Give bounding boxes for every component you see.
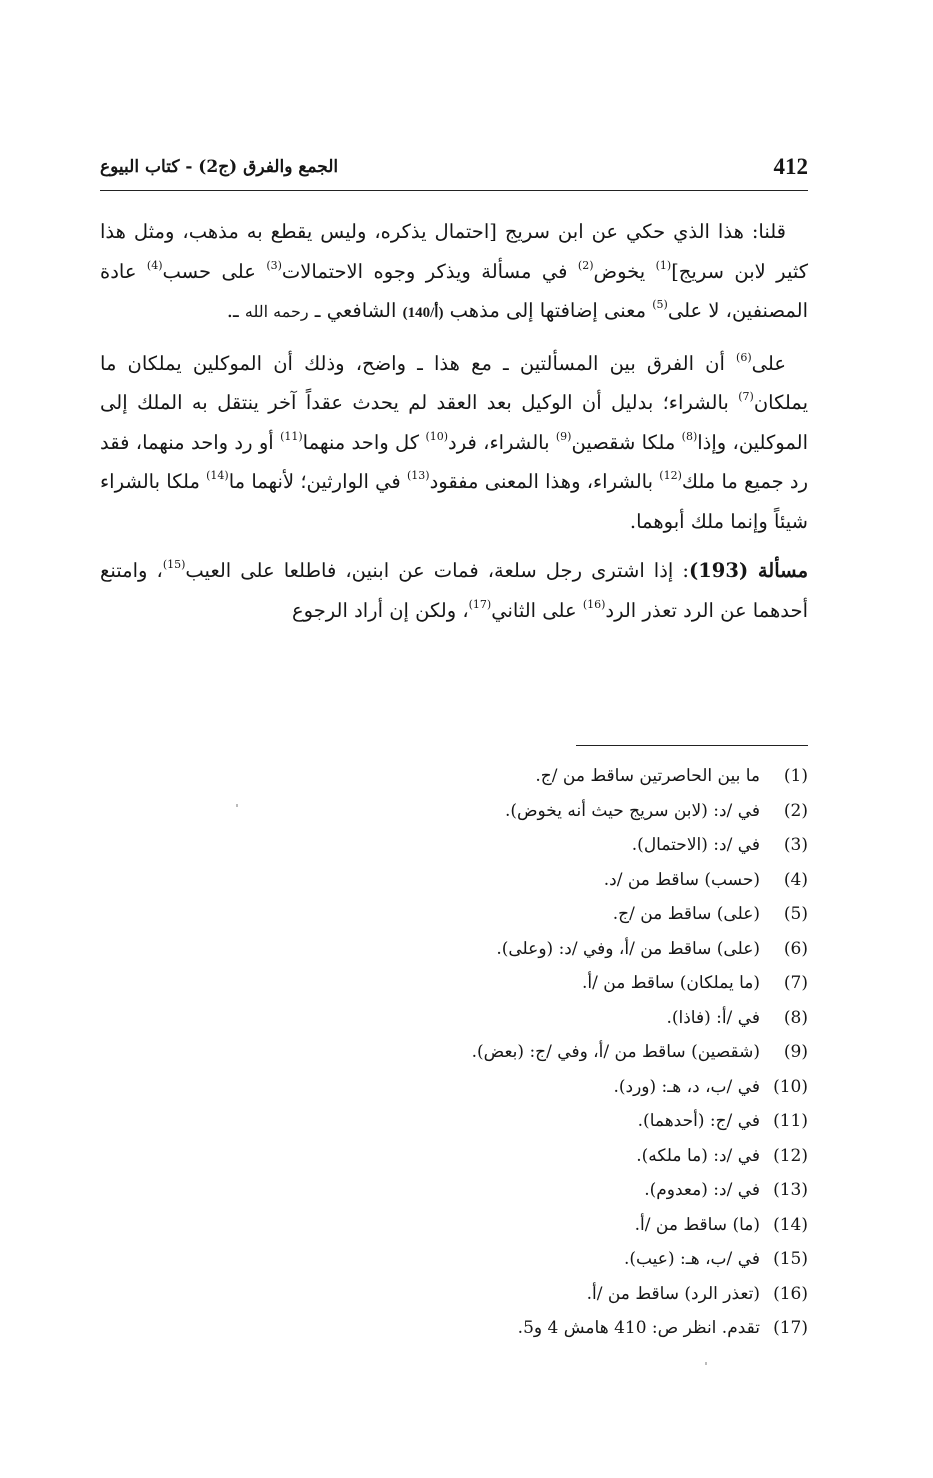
footnote-number: (3) [783, 835, 808, 855]
footnote-item [100, 1277, 808, 1312]
footnote-text: في /ب، هـ: (عيب). [623, 1249, 760, 1269]
footnote-number: (11) [773, 1111, 808, 1131]
text-run: معنى إضافتها إلى مذهب [443, 299, 653, 322]
footnote-item [100, 966, 808, 1001]
footnote-ref[interactable]: (2) [577, 258, 594, 272]
text-run: أن الفرق بين المسألتين ـ مع هذا ـ واضح، وذلك أن الموكلين يملكان ما يملكان [100, 351, 808, 414]
text-run: ، ولكن إن أراد الرجوع [292, 598, 469, 622]
text-run: ملكا شقصين [571, 430, 682, 454]
text-run: في مسألة ويذكر وجوه الاحتمالات [281, 259, 578, 283]
footnote-number: (1) [783, 766, 808, 786]
footnote-item [100, 1001, 808, 1036]
footnote-number: (2) [783, 800, 808, 821]
footnote-item [100, 1242, 808, 1277]
footnote-text: تقدم. انظر ص: 410 هامش 4 و5. [517, 1318, 760, 1338]
footnote-text: (ما يملكان) ساقط من /أ. [582, 973, 760, 993]
footnote-item [100, 1139, 808, 1174]
document-page [100, 150, 808, 1370]
issue-label: مسألة (193) [688, 559, 809, 582]
footnote-text: في /د: (الاحتمال). [631, 835, 760, 855]
text-run: : إذا اشترى رجل سلعة، فمات عن ابنين، فاطلعا على العيب [185, 559, 689, 582]
footnote-number: (10) [773, 1076, 808, 1097]
text-run: عادة المصنفين، لا على [100, 259, 808, 322]
footnote-ref[interactable]: (1) [655, 258, 672, 272]
running-title: الجمع والفرق (ج2) - كتاب البيوع [100, 157, 339, 177]
footnote-number: (5) [783, 904, 808, 924]
text-run: بالشراء، فرد [448, 430, 556, 454]
footnote-item [100, 1104, 808, 1139]
footnote-text: (على) ساقط من /أ، وفي /د: (وعلى). [496, 938, 760, 959]
footnote-ref[interactable]: (12) [659, 469, 682, 482]
footnote-number: (17) [773, 1318, 808, 1338]
scan-speck [236, 804, 238, 807]
text-run: كل واحد منهما [302, 430, 426, 454]
text-run: الشافعي ـ [308, 299, 403, 322]
footnote-item [100, 932, 808, 967]
footnote-number: (8) [783, 1007, 808, 1028]
honorific: رحمه الله [244, 302, 309, 321]
footnote-ref[interactable]: (10) [425, 429, 449, 443]
footnote-item [100, 1208, 808, 1243]
footnote-ref[interactable]: (13) [406, 469, 430, 482]
footnote-ref[interactable]: (9) [555, 429, 572, 443]
text-run: في الوارثين؛ لأنهما ما [228, 470, 407, 493]
text-run: ، وامتنع أحدهما عن الرد تعذر الرد [100, 559, 808, 622]
footnote-item [100, 863, 808, 898]
footnote-ref[interactable]: (14) [206, 469, 229, 482]
footnote-number: (6) [783, 938, 808, 959]
footnote-ref[interactable]: (11) [280, 429, 303, 443]
footnote-ref[interactable]: (5) [652, 298, 668, 311]
footnotes-list [100, 759, 808, 1346]
text-run: قلنا: هذا الذي حكي عن ابن سريج [احتمال يذكره، وليس يقطع به مذهب، ومثل هذا كثير لابن سريج] [100, 220, 808, 283]
footnote-text: (على) ساقط من /ج. [612, 904, 760, 924]
text-run: بالشراء؛ بدليل أن الوكيل بعد العقد لم يحدث عقداً آخر ينتقل به الملك إلى الموكلين، وإذا [100, 391, 808, 454]
footnote-text: (شقصين) ساقط من /أ، وفي /ج: (بعض). [471, 1042, 760, 1062]
footnote-item [100, 1311, 808, 1346]
footnote-text: في /د: (معدوم). [644, 1180, 760, 1200]
text-run: على الثاني [491, 598, 583, 622]
footnote-text: في /د: (لابن سريج حيث أنه يخوض). [504, 800, 760, 821]
footnote-number: (4) [783, 869, 808, 890]
text-run: أو رد واحد منهما، فقد رد جميع ما ملك [100, 430, 808, 493]
footnote-text: في /أ: (فاذا). [666, 1007, 760, 1028]
paragraph-1 [100, 212, 808, 334]
paragraph-2 [100, 344, 808, 542]
footnote-item [100, 897, 808, 932]
footnote-ref[interactable]: (8) [681, 429, 698, 443]
manuscript-folio-ref: (140/أ) [402, 305, 444, 321]
footnote-ref[interactable]: (3) [266, 258, 282, 272]
footnote-item [100, 1173, 808, 1208]
text-run: على [751, 351, 786, 375]
text-run: ملكا بالشراء شيئاً وإنما ملك أبوهما. [100, 470, 808, 533]
footnote-number: (14) [773, 1214, 808, 1235]
footnote-separator [576, 745, 808, 746]
footnote-text: في /ب، د، هـ: (ورد). [613, 1076, 760, 1097]
page-number: 412 [773, 154, 808, 179]
footnote-item [100, 828, 808, 863]
footnote-text: في /د: (ما ملكه). [636, 1145, 760, 1166]
text-run: بالشراء، وهذا المعنى مفقود [429, 470, 660, 493]
footnote-item [100, 794, 808, 829]
running-header [100, 150, 808, 191]
footnote-ref[interactable]: (7) [738, 390, 754, 403]
footnote-item [100, 1035, 808, 1070]
text-run: يخوض [593, 259, 656, 283]
scan-speck [705, 1362, 707, 1365]
footnote-text: في /ج: (أحدهما). [637, 1111, 760, 1131]
footnote-text: ما بين الحاصرتين ساقط من /ج. [535, 766, 760, 786]
footnote-number: (16) [773, 1283, 808, 1304]
footnote-text: (ما) ساقط من /أ. [634, 1214, 760, 1235]
footnote-ref[interactable]: (17) [468, 597, 492, 611]
footnote-text: (تعذر الرد) ساقط من /أ. [586, 1283, 760, 1304]
footnote-number: (7) [783, 973, 808, 993]
footnote-number: (12) [773, 1145, 808, 1166]
footnote-number: (13) [773, 1180, 808, 1200]
body-text [100, 212, 808, 630]
footnote-number: (15) [773, 1249, 808, 1269]
paragraph-3 [100, 551, 808, 630]
text-run: على حسب [162, 259, 267, 283]
footnote-item [100, 1070, 808, 1105]
footnote-ref[interactable]: (6) [736, 350, 752, 364]
footnote-ref[interactable]: (4) [146, 258, 163, 272]
footnote-ref[interactable]: (15) [162, 558, 186, 571]
footnote-item [100, 759, 808, 794]
footnote-text: (حسب) ساقط من /د. [603, 869, 760, 890]
footnote-ref[interactable]: (16) [582, 597, 606, 611]
text-run: ـ. [226, 299, 245, 322]
footnote-number: (9) [783, 1042, 808, 1062]
